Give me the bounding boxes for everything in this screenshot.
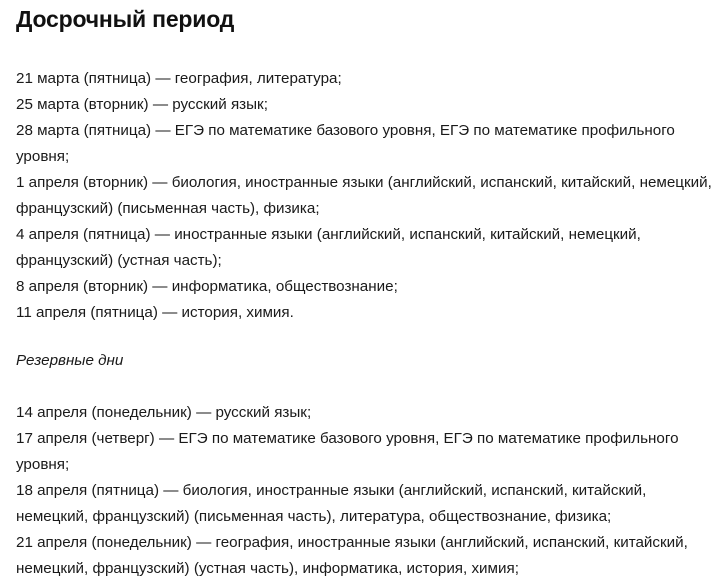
- schedule-item: 1 апреля (вторник) — биология, иностранные языки (английский, испанский, китайский, немецкий, французский) (письменная часть), физика;: [16, 174, 712, 217]
- reserve-days-schedule: [16, 400, 720, 582]
- schedule-item: 8 апреля (вторник) — информатика, обществознание;: [16, 278, 398, 295]
- schedule-item: 21 марта (пятница) — география, литература;: [16, 70, 342, 87]
- early-period-schedule: [16, 66, 720, 326]
- page-title: Досрочный период: [16, 6, 235, 32]
- reserve-schedule-item: 21 апреля (понедельник) — география, иностранные языки (английский, испанский, китайский, немецкий, французский) (устная часть), информатика, история, химия;: [16, 534, 688, 577]
- schedule-item: 25 марта (вторник) — русский язык;: [16, 96, 268, 113]
- reserve-schedule-item: 14 апреля (понедельник) — русский язык;: [16, 404, 312, 421]
- reserve-days-heading: Резервные дни: [16, 352, 124, 369]
- reserve-schedule-item: 18 апреля (пятница) — биология, иностранные языки (английский, испанский, китайский, немецкий, французский) (письменная часть), литература, обществознание, физика;: [16, 482, 647, 525]
- reserve-schedule-item: 17 апреля (четверг) — ЕГЭ по математике базового уровня, ЕГЭ по математике профильного уровня;: [16, 430, 679, 473]
- schedule-item: 4 апреля (пятница) — иностранные языки (английский, испанский, китайский, немецкий, французский) (устная часть);: [16, 226, 641, 269]
- schedule-item: 11 апреля (пятница) — история, химия.: [16, 304, 294, 321]
- schedule-item: 28 марта (пятница) — ЕГЭ по математике базового уровня, ЕГЭ по математике профильного уровня;: [16, 122, 675, 165]
